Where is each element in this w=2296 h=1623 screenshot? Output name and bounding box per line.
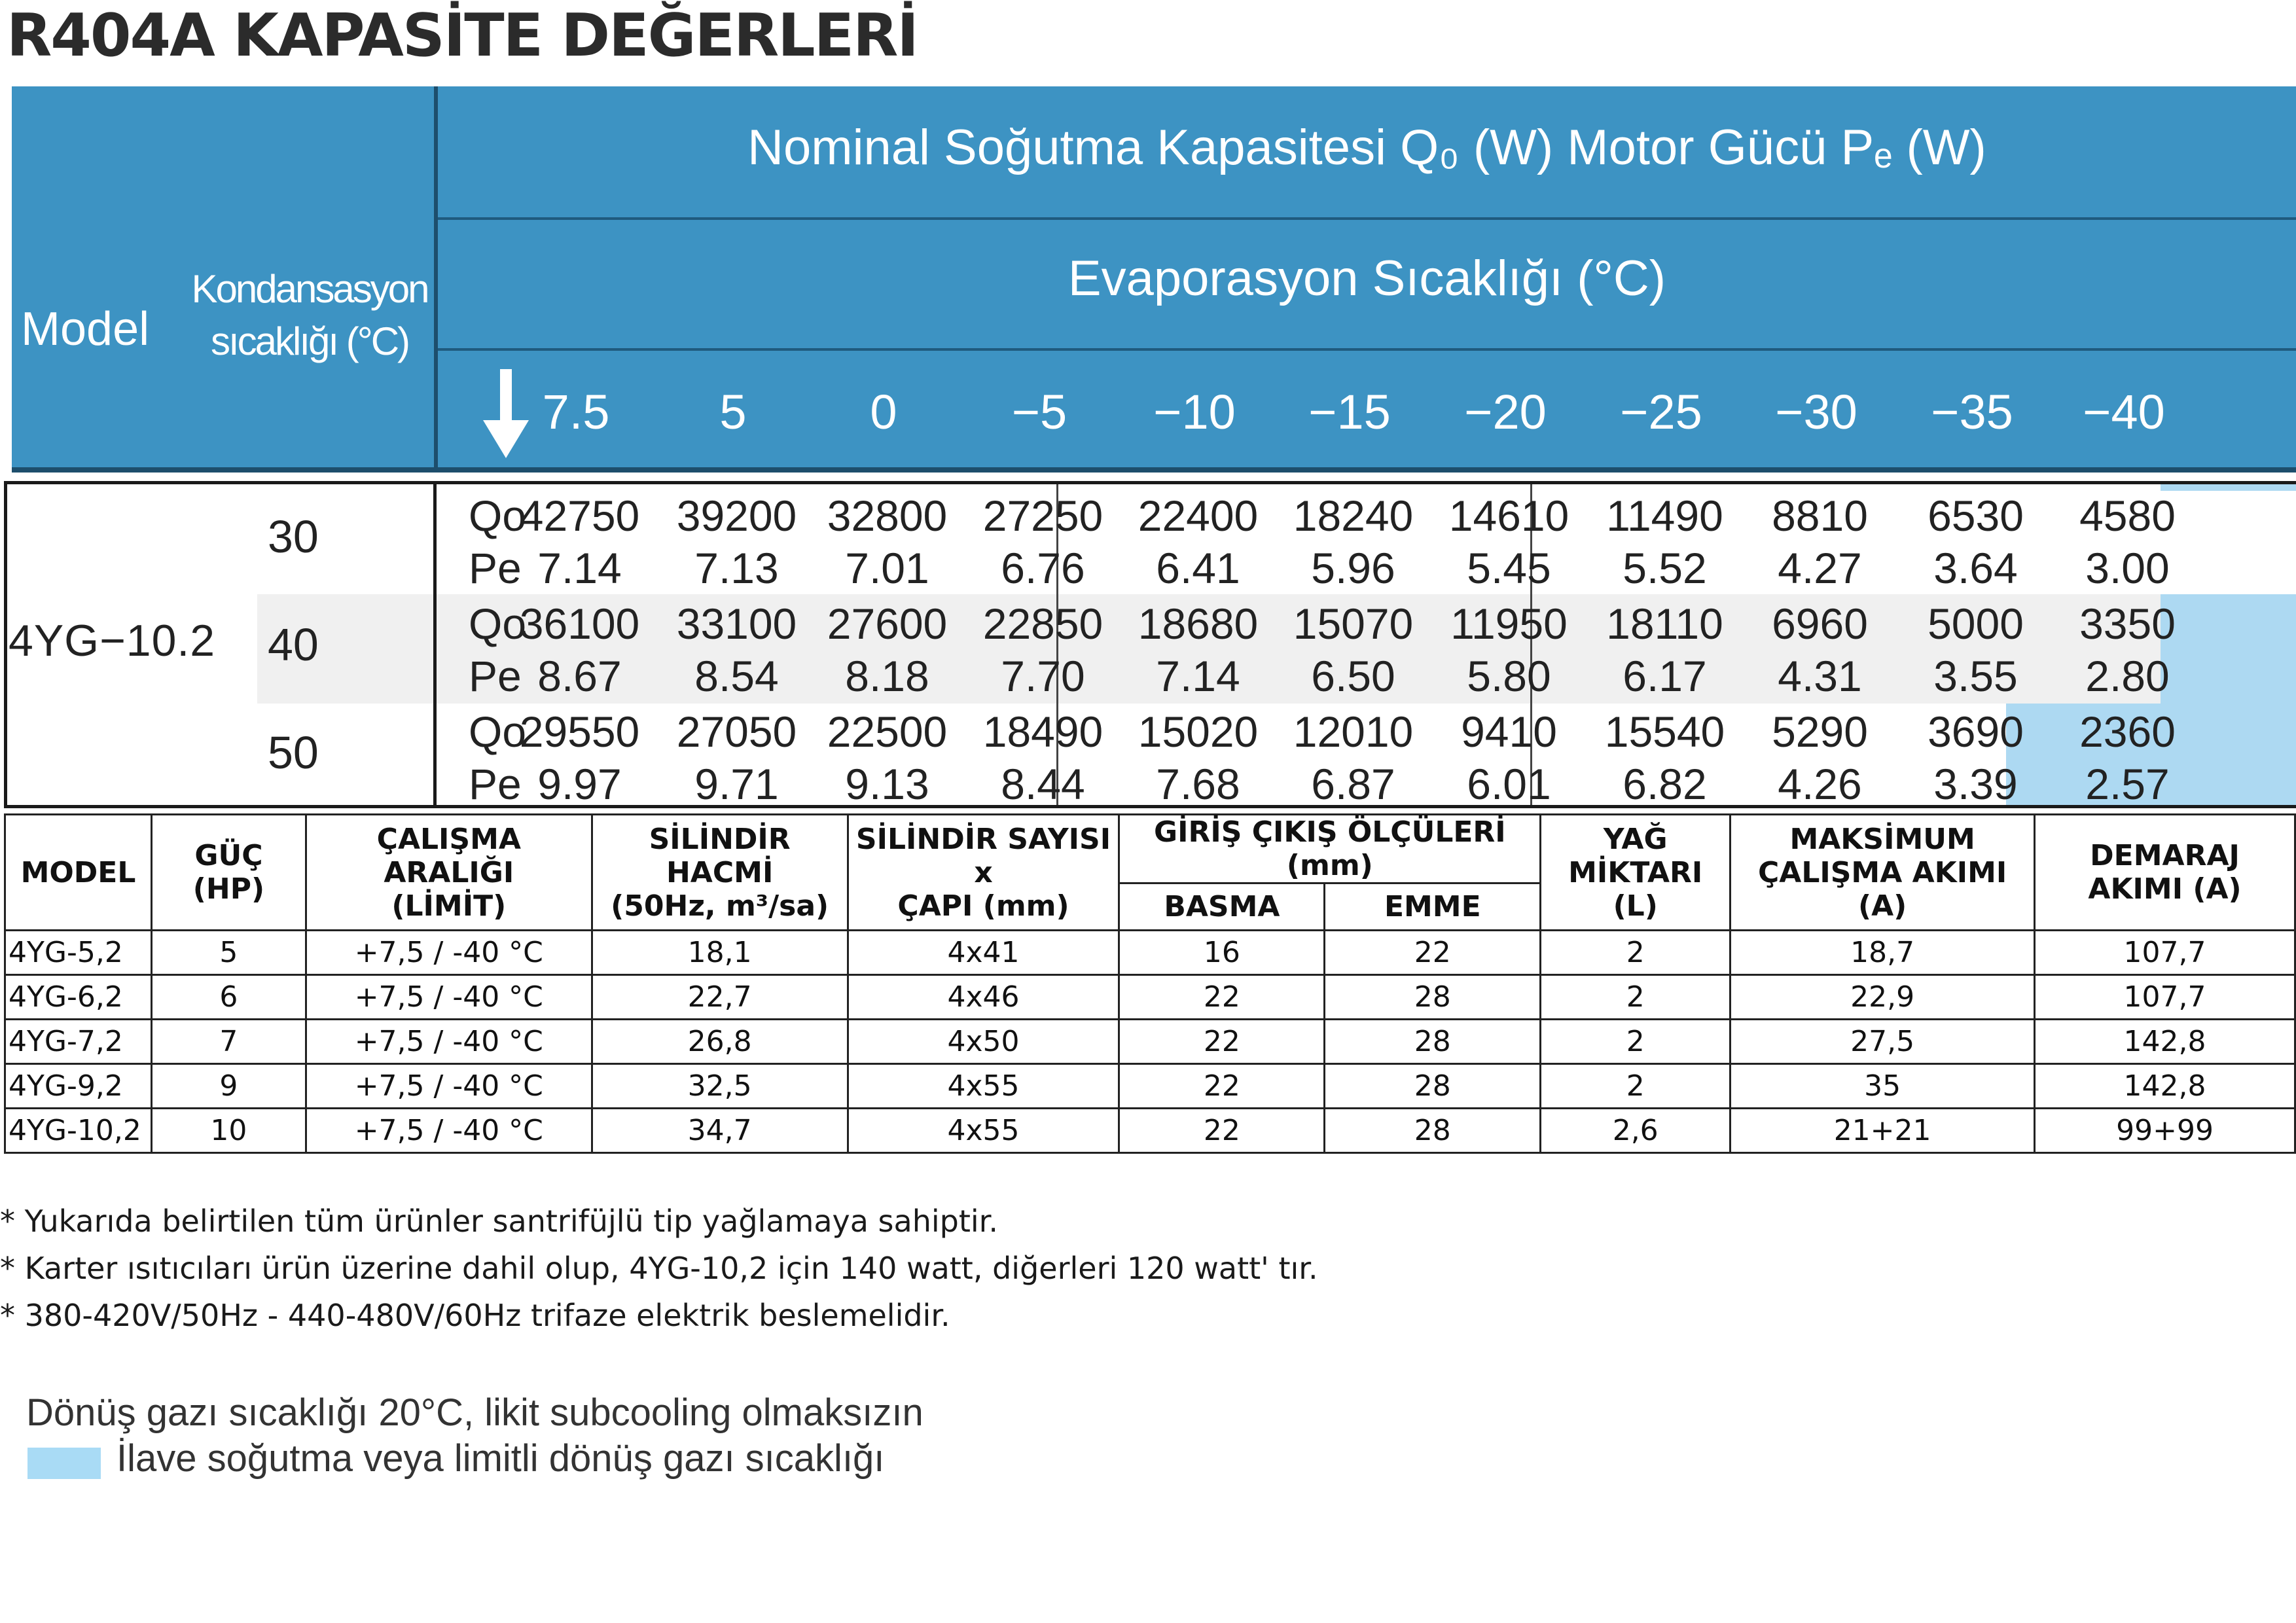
table-cell: 22 [1119,1064,1325,1109]
table-row [5,1109,2295,1153]
qo-value: 36100 [519,599,640,648]
temp-header: 0 [870,385,897,439]
table-cell: 4x41 [848,931,1119,975]
pe-value: 3.39 [1933,760,2018,808]
pe-value: 4.31 [1778,652,1862,700]
temp-header: −25 [1620,385,1702,439]
qo-value: 27600 [827,599,948,648]
pe-value: 2.57 [2085,760,2170,808]
temp-header: −10 [1153,385,1236,439]
col-power: GÜÇ (HP) [151,815,306,931]
col-cylinder-count: SİLİNDİR SAYISI x ÇAPI (mm) [848,815,1119,931]
table-cell: 26,8 [592,1020,848,1064]
pe-value: 5.80 [1467,652,1551,700]
qo-value: 11950 [1450,599,1568,648]
qo-value: 32800 [827,491,948,540]
temp-header: −30 [1775,385,1857,439]
pe-value: 6.17 [1623,652,1707,700]
table-row [5,1064,2295,1109]
qo-label: Qo [469,707,527,756]
pe-value: 4.27 [1778,544,1862,592]
qo-value: 8810 [1772,491,1868,540]
pe-value: 3.00 [2085,544,2170,592]
table-cell: 5 [151,931,306,975]
table-cell: +7,5 / -40 °C [306,1109,592,1153]
table-cell: 4YG-10,2 [5,1109,152,1153]
pe-value: 6.76 [1001,544,1085,592]
highlight-cell [2161,484,2296,491]
pe-value: 6.87 [1311,760,1395,808]
legend-text-highlight: İlave soğutma veya limitli dönüş gazı sıcaklığı [117,1437,885,1480]
qo-value: 11490 [1606,491,1723,540]
table-cell: 28 [1325,975,1541,1020]
qo-value: 22850 [982,599,1103,648]
table-cell: 4YG-9,2 [5,1064,152,1109]
note: * Karter ısıtıcıları ürün üzerine dahil olup, 4YG-10,2 için 140 watt, diğerleri 120 watt' tır. [0,1251,1318,1286]
table-cell: 4x55 [848,1109,1119,1153]
table-cell: 22 [1119,1020,1325,1064]
table-cell: 9 [151,1064,306,1109]
temp-header: 7.5 [542,385,610,439]
qo-value: 15020 [1138,707,1259,756]
table-cell: 22 [1325,931,1541,975]
table-cell: 7 [151,1020,306,1064]
pe-value: 7.68 [1156,760,1240,808]
table-cell: 142,8 [2035,1020,2295,1064]
header-nominal-capacity: Nominal Soğutma Kapasitesi Q₀ (W) Motor Gücü Pₑ (W) [747,120,1986,175]
qo-value: 12010 [1293,707,1414,756]
pe-value: 8.67 [537,652,622,700]
pe-value: 8.18 [845,652,929,700]
col-discharge: BASMA [1119,883,1325,931]
col-model: MODEL [5,815,152,931]
table-cell: 28 [1325,1109,1541,1153]
col-cylinder-volume: SİLİNDİR HACMİ (50Hz, m³/sa) [592,815,848,931]
qo-value: 39200 [676,491,797,540]
temp-header: −5 [1011,385,1067,439]
table-cell: 21+21 [1731,1109,2035,1153]
table-cell: 27,5 [1731,1020,2035,1064]
spec-table [4,813,2296,1154]
temp-header: −40 [2083,385,2165,439]
pe-value: 7.14 [537,544,622,592]
table-cell: 2 [1541,1064,1731,1109]
temp-header: −35 [1931,385,2013,439]
qo-value: 9410 [1461,707,1557,756]
qo-value: 18490 [982,707,1103,756]
pe-value: 7.14 [1156,652,1240,700]
qo-value: 2360 [2079,707,2176,756]
qo-value: 6530 [1928,491,2024,540]
note: * Yukarıda belirtilen tüm ürünler santrifüjlü tip yağlamaya sahiptir. [0,1204,998,1239]
pe-value: 2.80 [2085,652,2170,700]
qo-value: 4580 [2079,491,2176,540]
qo-label: Qo [469,491,527,540]
legend-text-standard: Dönüş gazı sıcaklığı 20°C, likit subcooling olmaksızın [26,1391,924,1434]
note: * 380-420V/50Hz - 440-480V/60Hz trifaze elektrik beslemelidir. [0,1298,950,1333]
table-cell: 32,5 [592,1064,848,1109]
pe-value: 6.01 [1467,760,1551,808]
qo-value: 14610 [1448,491,1570,540]
table-cell: 2 [1541,931,1731,975]
table-cell: 28 [1325,1064,1541,1109]
pe-value: 6.50 [1311,652,1395,700]
temp-header: −15 [1308,385,1391,439]
col-suction: EMME [1325,883,1541,931]
header-condensation-label: Kondansasyon sıcaklığı (°C) [191,267,428,363]
table-cell: 4YG-5,2 [5,931,152,975]
qo-value: 5000 [1928,599,2024,648]
qo-value: 6960 [1772,599,1868,648]
pe-value: 8.44 [1001,760,1085,808]
table-cell: 2 [1541,1020,1731,1064]
table-cell: 4YG-6,2 [5,975,152,1020]
pe-value: 6.41 [1156,544,1240,592]
col-oil-amount: YAĞ MİKTARI (L) [1541,815,1731,931]
qo-label: Qo [469,599,527,648]
col-connection-sizes: GİRİŞ ÇIKIŞ ÖLÇÜLERİ (mm) [1119,815,1541,883]
table-cell: +7,5 / -40 °C [306,1064,592,1109]
table-cell: 10 [151,1109,306,1153]
qo-value: 27050 [676,707,797,756]
table-cell: 6 [151,975,306,1020]
pe-value: 3.64 [1933,544,2018,592]
qo-value: 5290 [1772,707,1868,756]
qo-value: 18680 [1138,599,1259,648]
pe-value: 7.01 [845,544,929,592]
table-cell: 4YG-7,2 [5,1020,152,1064]
pe-value: 9.97 [537,760,622,808]
qo-value: 15540 [1604,707,1725,756]
condensation-temp: 30 [268,511,319,562]
table-cell: 2 [1541,975,1731,1020]
condensation-temp: 40 [268,619,319,670]
qo-value: 22400 [1138,491,1259,540]
pe-value: 6.82 [1623,760,1707,808]
pe-value: 9.13 [845,760,929,808]
pe-value: 5.45 [1467,544,1551,592]
col-starting-current: DEMARAJ AKIMI (A) [2035,815,2295,931]
notes [0,1198,1318,1339]
pe-value: 9.71 [694,760,779,808]
table-row [5,1020,2295,1064]
temp-header: 5 [719,385,747,439]
pe-label: Pe [469,652,522,700]
table-cell: 4x55 [848,1064,1119,1109]
table-cell: 22,9 [1731,975,2035,1020]
table-cell: 35 [1731,1064,2035,1109]
pe-label: Pe [469,760,522,808]
table-cell: 18,1 [592,931,848,975]
page-title: R404A KAPASİTE DEĞERLERİ [7,1,918,70]
qo-value: 27250 [982,491,1103,540]
table-cell: 28 [1325,1020,1541,1064]
qo-value: 29550 [519,707,640,756]
pe-value: 7.13 [694,544,779,592]
table-cell: 22,7 [592,975,848,1020]
table-cell: +7,5 / -40 °C [306,931,592,975]
pe-value: 4.26 [1778,760,1862,808]
qo-value: 3690 [1928,707,2024,756]
table-cell: +7,5 / -40 °C [306,975,592,1020]
qo-value: 18240 [1293,491,1414,540]
table-cell: 107,7 [2035,931,2295,975]
temp-header: −20 [1464,385,1547,439]
table-cell: +7,5 / -40 °C [306,1020,592,1064]
table-row [5,975,2295,1020]
table-cell: 4x50 [848,1020,1119,1064]
table-cell: 16 [1119,931,1325,975]
table-cell: 18,7 [1731,931,2035,975]
header-evaporation-temp: Evaporasyon Sıcaklığı (°C) [1067,251,1666,306]
qo-value: 33100 [676,599,797,648]
pe-value: 5.52 [1623,544,1707,592]
table-cell: 34,7 [592,1109,848,1153]
qo-value: 15070 [1293,599,1414,648]
header-model-label: Model [21,303,150,355]
col-max-current: MAKSİMUM ÇALIŞMA AKIMI (A) [1731,815,2035,931]
pe-value: 5.96 [1311,544,1395,592]
pe-label: Pe [469,544,522,592]
table-cell: 99+99 [2035,1109,2295,1153]
pe-value: 7.70 [1001,652,1085,700]
legend-swatch [27,1448,101,1479]
table-cell: 2,6 [1541,1109,1731,1153]
capacity-model-name: 4YG−10.2 [9,616,216,666]
qo-value: 3350 [2079,599,2176,648]
table-row [5,931,2295,975]
table-cell: 4x46 [848,975,1119,1020]
table-cell: 22 [1119,975,1325,1020]
capacity-data [4,481,2296,808]
qo-value: 22500 [827,707,948,756]
table-cell: 107,7 [2035,975,2295,1020]
table-cell: 22 [1119,1109,1325,1153]
col-operating-range: ÇALIŞMA ARALIĞI (LİMİT) [306,815,592,931]
qo-value: 18110 [1606,599,1723,648]
qo-value: 42750 [519,491,640,540]
condensation-temp: 50 [268,727,319,778]
pe-value: 3.55 [1933,652,2018,700]
capacity-header [12,86,2296,473]
table-cell: 142,8 [2035,1064,2295,1109]
pe-value: 8.54 [694,652,779,700]
